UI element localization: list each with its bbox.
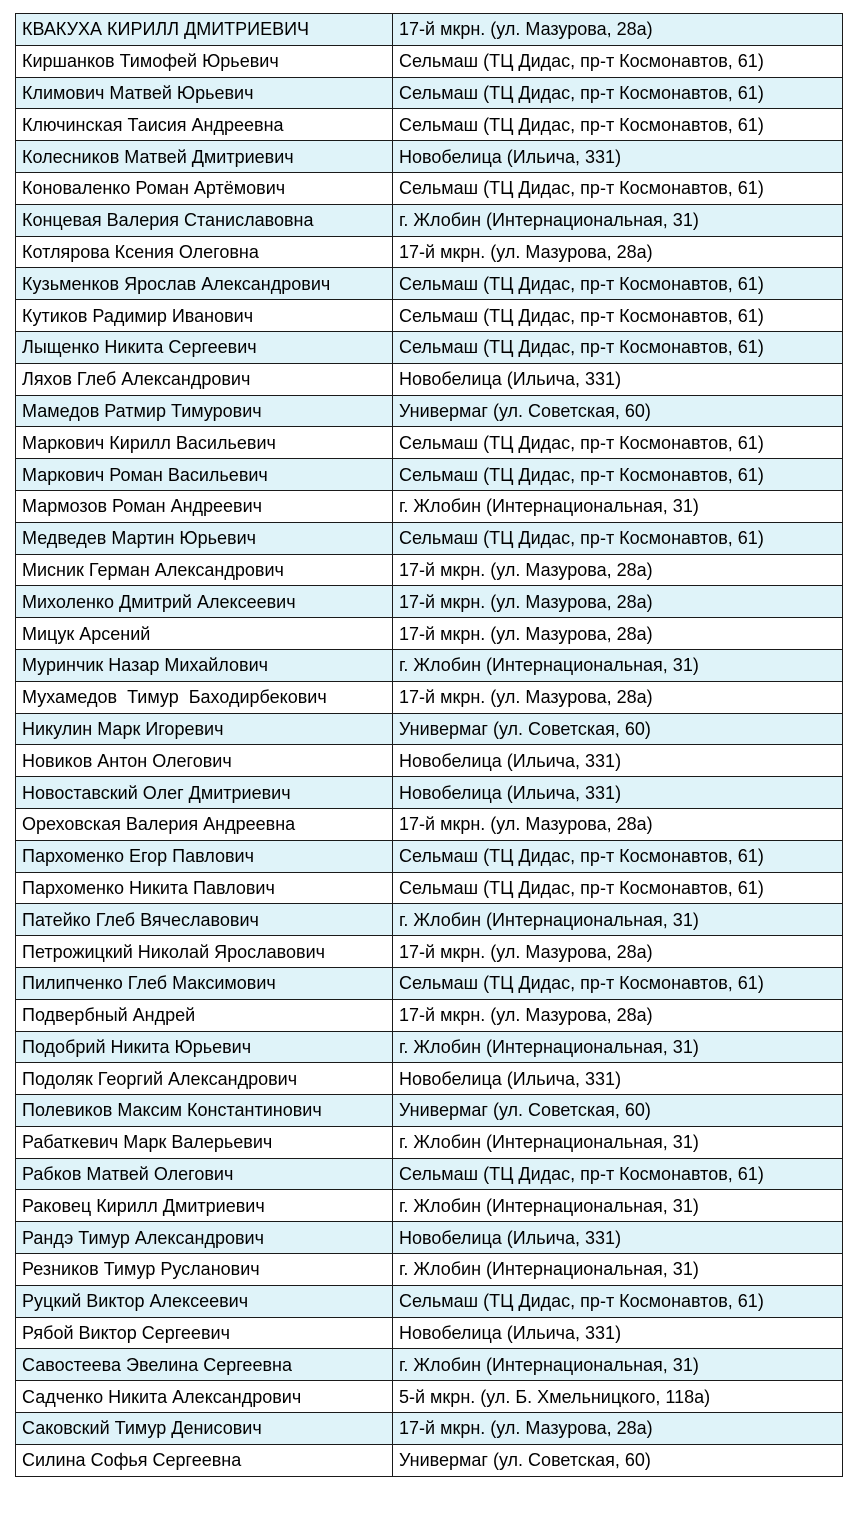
location-cell[interactable]: Сельмаш (ТЦ Дидас, пр-т Космонавтов, 61) (393, 172, 843, 204)
student-name-cell[interactable]: Михоленко Дмитрий Алексеевич (16, 586, 393, 618)
students-location-table (15, 13, 843, 1477)
location-cell[interactable]: Сельмаш (ТЦ Дидас, пр-т Космонавтов, 61) (393, 522, 843, 554)
student-name-cell[interactable]: Кузьменков Ярослав Александрович (16, 268, 393, 300)
location-cell[interactable]: Сельмаш (ТЦ Дидас, пр-т Космонавтов, 61) (393, 300, 843, 332)
table-row (16, 808, 843, 840)
table-row (16, 777, 843, 809)
table-row (16, 1063, 843, 1095)
table-row (16, 1222, 843, 1254)
location-cell[interactable]: Новобелица (Ильича, 331) (393, 1063, 843, 1095)
location-cell[interactable]: Новобелица (Ильича, 331) (393, 1222, 843, 1254)
table-row (16, 300, 843, 332)
table-row (16, 1444, 843, 1476)
student-name-cell[interactable]: Рабков Матвей Олегович (16, 1158, 393, 1190)
student-name-cell[interactable]: Пархоменко Егор Павлович (16, 840, 393, 872)
location-cell[interactable]: г. Жлобин (Интернациональная, 31) (393, 204, 843, 236)
location-cell[interactable]: г. Жлобин (Интернациональная, 31) (393, 1349, 843, 1381)
location-cell[interactable]: Сельмаш (ТЦ Дидас, пр-т Космонавтов, 61) (393, 268, 843, 300)
student-name-cell[interactable]: Садченко Никита Александрович (16, 1381, 393, 1413)
student-name-cell[interactable]: Рябой Виктор Сергеевич (16, 1317, 393, 1349)
table-row (16, 331, 843, 363)
student-name-cell[interactable]: Пилипченко Глеб Максимович (16, 967, 393, 999)
student-name-cell[interactable]: Никулин Марк Игоревич (16, 713, 393, 745)
table-row (16, 681, 843, 713)
location-cell[interactable]: 17-й мкрн. (ул. Мазурова, 28а) (393, 554, 843, 586)
student-name-cell[interactable]: Мухамедов Тимур Баходирбекович (16, 681, 393, 713)
table-row (16, 1381, 843, 1413)
location-cell[interactable]: г. Жлобин (Интернациональная, 31) (393, 649, 843, 681)
student-name-cell[interactable]: Саковский Тимур Денисович (16, 1413, 393, 1445)
location-cell[interactable]: г. Жлобин (Интернациональная, 31) (393, 1126, 843, 1158)
location-cell[interactable]: Новобелица (Ильича, 331) (393, 363, 843, 395)
student-name-cell[interactable]: Маркович Роман Васильевич (16, 459, 393, 491)
table-row (16, 172, 843, 204)
student-name-cell[interactable]: Муринчик Назар Михайлович (16, 649, 393, 681)
table-body (16, 14, 843, 1477)
location-cell[interactable]: Сельмаш (ТЦ Дидас, пр-т Космонавтов, 61) (393, 1158, 843, 1190)
student-name-cell[interactable]: Мармозов Роман Андреевич (16, 490, 393, 522)
table-row (16, 1031, 843, 1063)
student-name-cell[interactable]: Медведев Мартин Юрьевич (16, 522, 393, 554)
table-row (16, 1349, 843, 1381)
student-name-cell[interactable]: Киршанков Тимофей Юрьевич (16, 45, 393, 77)
location-cell[interactable]: 17-й мкрн. (ул. Мазурова, 28а) (393, 236, 843, 268)
student-name-cell[interactable]: Подвербный Андрей (16, 999, 393, 1031)
location-cell[interactable]: г. Жлобин (Интернациональная, 31) (393, 904, 843, 936)
location-cell[interactable]: 17-й мкрн. (ул. Мазурова, 28а) (393, 808, 843, 840)
table-row (16, 618, 843, 650)
table-row (16, 1285, 843, 1317)
location-cell[interactable]: Сельмаш (ТЦ Дидас, пр-т Космонавтов, 61) (393, 109, 843, 141)
location-cell[interactable]: 17-й мкрн. (ул. Мазурова, 28а) (393, 586, 843, 618)
student-name-cell[interactable]: Новоставский Олег Дмитриевич (16, 777, 393, 809)
table-row (16, 141, 843, 173)
student-name-cell[interactable]: Коноваленко Роман Артёмович (16, 172, 393, 204)
table-row (16, 840, 843, 872)
location-cell[interactable]: Сельмаш (ТЦ Дидас, пр-т Космонавтов, 61) (393, 45, 843, 77)
location-cell[interactable]: Сельмаш (ТЦ Дидас, пр-т Космонавтов, 61) (393, 77, 843, 109)
table-row (16, 1158, 843, 1190)
location-cell[interactable]: Сельмаш (ТЦ Дидас, пр-т Космонавтов, 61) (393, 427, 843, 459)
location-cell[interactable]: г. Жлобин (Интернациональная, 31) (393, 1190, 843, 1222)
student-name-cell[interactable]: Кутиков Радимир Иванович (16, 300, 393, 332)
location-cell[interactable]: 17-й мкрн. (ул. Мазурова, 28а) (393, 936, 843, 968)
table-row (16, 554, 843, 586)
table-row (16, 14, 843, 46)
student-name-cell[interactable]: Петрожицкий Николай Ярославович (16, 936, 393, 968)
location-cell[interactable]: Сельмаш (ТЦ Дидас, пр-т Космонавтов, 61) (393, 331, 843, 363)
table-row (16, 109, 843, 141)
location-cell[interactable]: Сельмаш (ТЦ Дидас, пр-т Космонавтов, 61) (393, 459, 843, 491)
student-name-cell[interactable]: Пархоменко Никита Павлович (16, 872, 393, 904)
location-cell[interactable]: 17-й мкрн. (ул. Мазурова, 28а) (393, 618, 843, 650)
location-cell[interactable]: Новобелица (Ильича, 331) (393, 141, 843, 173)
location-cell[interactable]: Сельмаш (ТЦ Дидас, пр-т Космонавтов, 61) (393, 1285, 843, 1317)
student-name-cell[interactable]: Полевиков Максим Константинович (16, 1095, 393, 1127)
location-cell[interactable]: Сельмаш (ТЦ Дидас, пр-т Космонавтов, 61) (393, 967, 843, 999)
location-cell[interactable]: Сельмаш (ТЦ Дидас, пр-т Космонавтов, 61) (393, 840, 843, 872)
location-cell[interactable]: г. Жлобин (Интернациональная, 31) (393, 1031, 843, 1063)
student-name-cell[interactable]: Маркович Кирилл Васильевич (16, 427, 393, 459)
location-cell[interactable]: г. Жлобин (Интернациональная, 31) (393, 490, 843, 522)
student-name-cell[interactable]: Силина Софья Сергеевна (16, 1444, 393, 1476)
location-cell[interactable]: Универмаг (ул. Советская, 60) (393, 1095, 843, 1127)
location-cell[interactable]: 17-й мкрн. (ул. Мазурова, 28а) (393, 999, 843, 1031)
table-row (16, 999, 843, 1031)
table-row (16, 236, 843, 268)
table-row (16, 522, 843, 554)
table-row (16, 967, 843, 999)
student-name-cell[interactable]: Новиков Антон Олегович (16, 745, 393, 777)
table-row (16, 1095, 843, 1127)
table-row (16, 1254, 843, 1286)
student-name-cell[interactable]: Рабаткевич Марк Валерьевич (16, 1126, 393, 1158)
location-cell[interactable]: Универмаг (ул. Советская, 60) (393, 395, 843, 427)
student-name-cell[interactable]: Мамедов Ратмир Тимурович (16, 395, 393, 427)
location-cell[interactable]: 5-й мкрн. (ул. Б. Хмельницкого, 118а) (393, 1381, 843, 1413)
table-row (16, 77, 843, 109)
table-row (16, 1413, 843, 1445)
student-name-cell[interactable]: Патейко Глеб Вячеславович (16, 904, 393, 936)
table-row (16, 459, 843, 491)
table-row (16, 204, 843, 236)
table-row (16, 490, 843, 522)
table-row (16, 363, 843, 395)
table-row (16, 427, 843, 459)
table-row (16, 268, 843, 300)
location-cell[interactable]: 17-й мкрн. (ул. Мазурова, 28а) (393, 681, 843, 713)
student-name-cell[interactable]: Климович Матвей Юрьевич (16, 77, 393, 109)
student-name-cell[interactable]: Савостеева Эвелина Сергеевна (16, 1349, 393, 1381)
location-cell[interactable]: Новобелица (Ильича, 331) (393, 745, 843, 777)
student-name-cell[interactable]: Руцкий Виктор Алексеевич (16, 1285, 393, 1317)
student-name-cell[interactable]: Концевая Валерия Станиславовна (16, 204, 393, 236)
location-cell[interactable]: Новобелица (Ильича, 331) (393, 777, 843, 809)
student-name-cell[interactable]: КВАКУХА КИРИЛЛ ДМИТРИЕВИЧ (16, 14, 393, 46)
location-cell[interactable]: 17-й мкрн. (ул. Мазурова, 28а) (393, 14, 843, 46)
student-name-cell[interactable]: Лыщенко Никита Сергеевич (16, 331, 393, 363)
student-name-cell[interactable]: Подоляк Георгий Александрович (16, 1063, 393, 1095)
table-row (16, 713, 843, 745)
table-row (16, 904, 843, 936)
student-name-cell[interactable]: Подобрий Никита Юрьевич (16, 1031, 393, 1063)
student-name-cell[interactable]: Ключинская Таисия Андреевна (16, 109, 393, 141)
student-name-cell[interactable]: Резников Тимур Русланович (16, 1254, 393, 1286)
table-row (16, 649, 843, 681)
table-row (16, 1126, 843, 1158)
location-cell[interactable]: Новобелица (Ильича, 331) (393, 1317, 843, 1349)
student-name-cell[interactable]: Котлярова Ксения Олеговна (16, 236, 393, 268)
table-row (16, 586, 843, 618)
location-cell[interactable]: 17-й мкрн. (ул. Мазурова, 28а) (393, 1413, 843, 1445)
table-row (16, 936, 843, 968)
table-row (16, 395, 843, 427)
student-name-cell[interactable]: Мицук Арсений (16, 618, 393, 650)
student-name-cell[interactable]: Ляхов Глеб Александрович (16, 363, 393, 395)
location-cell[interactable]: Сельмаш (ТЦ Дидас, пр-т Космонавтов, 61) (393, 872, 843, 904)
location-cell[interactable]: г. Жлобин (Интернациональная, 31) (393, 1254, 843, 1286)
location-cell[interactable]: Универмаг (ул. Советская, 60) (393, 1444, 843, 1476)
table-row (16, 1190, 843, 1222)
student-name-cell[interactable]: Раковец Кирилл Дмитриевич (16, 1190, 393, 1222)
location-cell[interactable]: Универмаг (ул. Советская, 60) (393, 713, 843, 745)
student-name-cell[interactable]: Колесников Матвей Дмитриевич (16, 141, 393, 173)
table-row (16, 745, 843, 777)
table-row (16, 45, 843, 77)
student-name-cell[interactable]: Рандэ Тимур Александрович (16, 1222, 393, 1254)
table-row (16, 1317, 843, 1349)
table-row (16, 872, 843, 904)
student-name-cell[interactable]: Мисник Герман Александрович (16, 554, 393, 586)
student-name-cell[interactable]: Ореховская Валерия Андреевна (16, 808, 393, 840)
